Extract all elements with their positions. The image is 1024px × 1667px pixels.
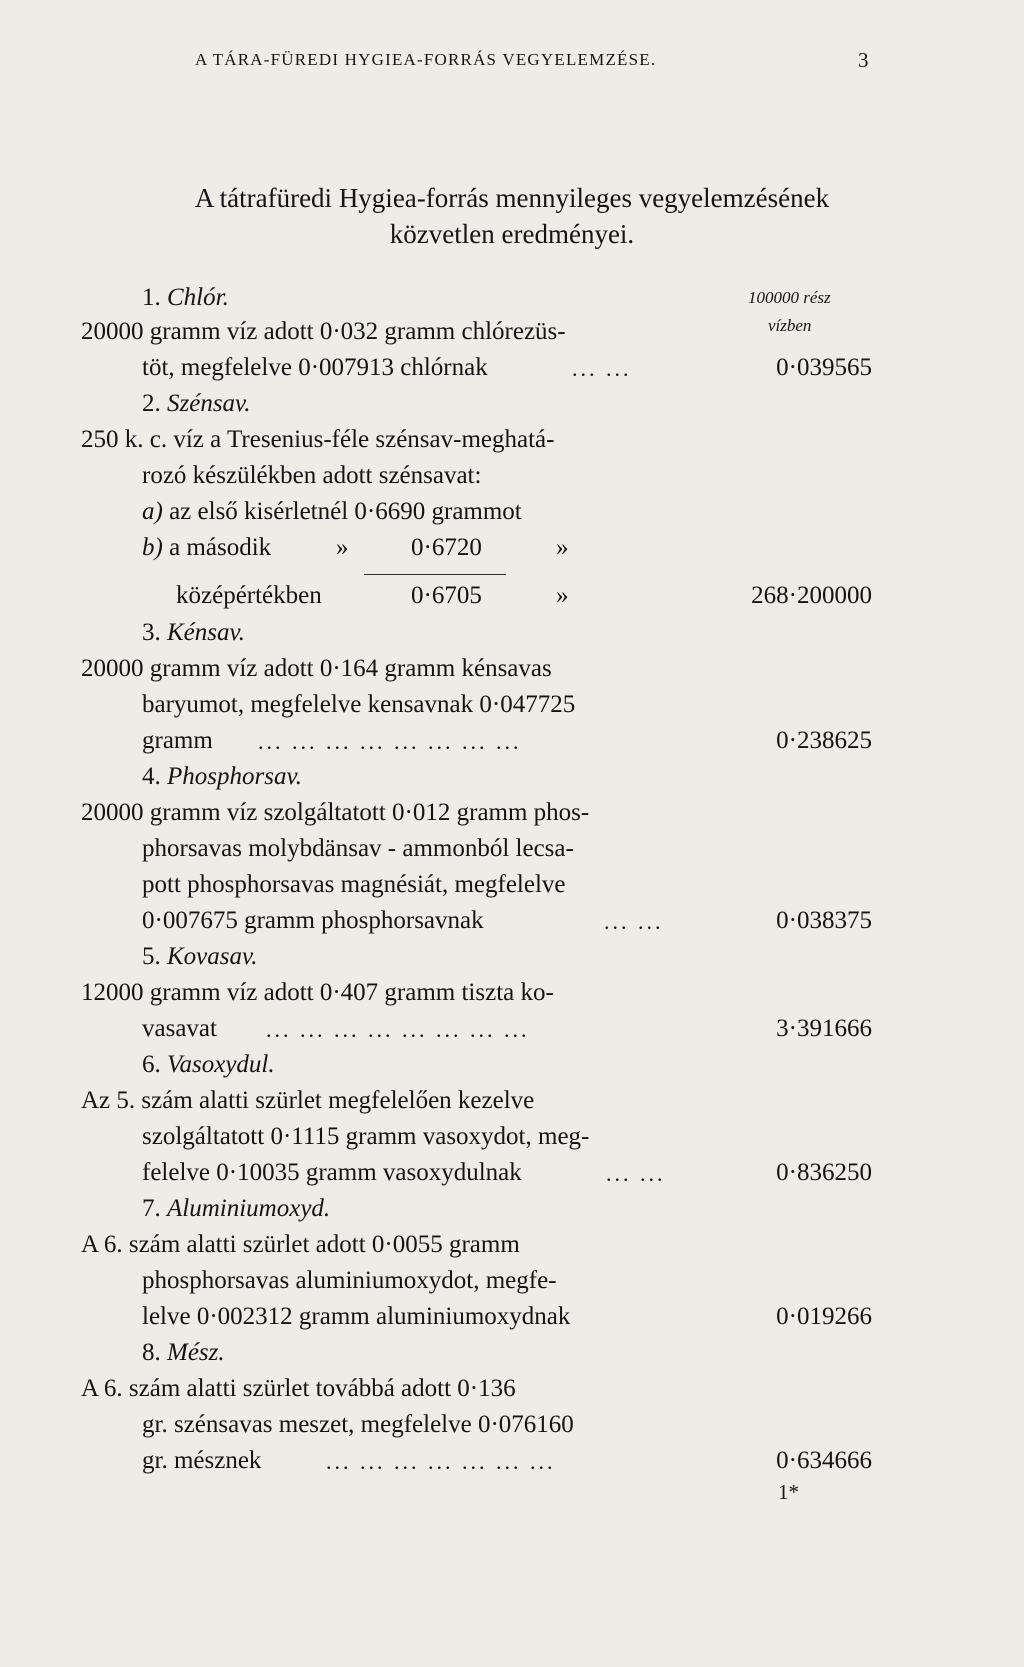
value-aluminiumoxyd: 0·019266 <box>776 1303 872 1330</box>
value-mesz: 0·634666 <box>776 1447 872 1474</box>
text-line: gramm <box>142 727 213 754</box>
text-line: gr. mésznek <box>142 1447 262 1474</box>
section-name: Vasoxydul. <box>167 1051 275 1078</box>
signature-mark: 1* <box>778 1480 799 1504</box>
ditto-mark: » <box>556 582 569 609</box>
text-line: gr. szénsavas meszet, megfelelve 0·076160 <box>142 1411 574 1438</box>
value-chlor: 0·039565 <box>776 354 872 381</box>
text-line: 20000 gramm víz szolgáltatott 0·012 gramm phos- <box>81 799 590 826</box>
section-name: Aluminiumoxyd. <box>167 1195 331 1222</box>
section-number: 3. <box>142 619 161 646</box>
trial-b-label: b) <box>142 534 163 561</box>
section-number: 5. <box>142 943 161 970</box>
trial-a <box>142 498 522 526</box>
section-heading-vasoxydul <box>142 1051 275 1079</box>
section-name: Kovasav. <box>167 943 258 970</box>
text-line: 12000 gramm víz adott 0·407 gramm tiszta ko- <box>81 979 554 1006</box>
text-line: 20000 gramm víz adott 0·164 gramm kénsavas <box>81 655 552 682</box>
section-number: 1. <box>142 284 161 311</box>
column-header-line1: 100000 rész <box>748 288 831 307</box>
value-phosphorsav: 0·038375 <box>776 907 872 934</box>
ditto-mark: » <box>556 534 569 561</box>
section-heading-phosphorsav <box>142 763 302 791</box>
trial-b-value: 0·6720 <box>411 534 482 561</box>
trial-b-text: a második <box>169 534 272 561</box>
section-heading-kensav <box>142 619 245 647</box>
trial-b-label-row <box>142 534 271 562</box>
section-number: 6. <box>142 1051 161 1078</box>
value-kensav: 0·238625 <box>776 727 872 754</box>
section-number: 2. <box>142 390 161 417</box>
page-number: 3 <box>858 48 869 72</box>
page-subtitle: közvetlen eredményei. <box>389 219 635 249</box>
section-number: 8. <box>142 1339 161 1366</box>
ditto-mark: » <box>336 534 349 561</box>
section-heading-chlor <box>142 284 229 312</box>
trial-a-text: az első kisérletnél 0·6690 grammot <box>169 498 522 525</box>
leader-dots: ... ... <box>572 356 632 381</box>
average-value: 0·6705 <box>411 582 482 609</box>
section-name: Chlór. <box>167 284 229 311</box>
text-line: rozó készülékben adott szénsavat: <box>142 462 482 489</box>
average-label: középértékben <box>176 582 322 609</box>
section-heading-szensav <box>142 390 251 418</box>
section-name: Szénsav. <box>167 390 251 417</box>
text-line: lelve 0·002312 gramm aluminiumoxydnak <box>142 1303 571 1330</box>
section-number: 7. <box>142 1195 161 1222</box>
section-number: 4. <box>142 763 161 790</box>
running-header: A TÁRA-FÜREDI HYGIEA-FORRÁS VEGYELEMZÉSE. <box>195 50 657 69</box>
section-name: Kénsav. <box>167 619 245 646</box>
section-heading-kovasav <box>142 943 258 971</box>
text-line: baryumot, megfelelve kensavnak 0·047725 <box>142 691 576 718</box>
leader-dots: ... ... ... ... ... ... ... ... <box>266 1017 530 1042</box>
sum-rule <box>364 574 506 575</box>
text-line: A 6. szám alatti szürlet továbbá adott 0·136 <box>81 1375 516 1402</box>
leader-dots: ... ... <box>606 1161 666 1186</box>
section-name: Mész. <box>167 1339 225 1366</box>
page-title: A tátrafüredi Hygiea-forrás mennyileges vegyelemzésének <box>194 183 830 213</box>
value-vasoxydul: 0·836250 <box>776 1159 872 1186</box>
value-szensav: 268·200000 <box>751 582 872 609</box>
text-line: pott phosphorsavas magnésiát, megfelelve <box>142 871 566 898</box>
value-kovasav: 3·391666 <box>776 1015 872 1042</box>
section-name: Phosphorsav. <box>167 763 302 790</box>
text-line: 20000 gramm víz adott 0·032 gramm chlórezüs- <box>81 318 566 345</box>
text-line: 0·007675 gramm phosphorsavnak <box>142 907 484 934</box>
column-header-line2: vízben <box>768 316 812 335</box>
text-line: szolgáltatott 0·1115 gramm vasoxydot, meg- <box>142 1123 590 1150</box>
text-line: A 6. szám alatti szürlet adott 0·0055 gramm <box>81 1231 520 1258</box>
section-heading-mesz <box>142 1339 225 1367</box>
text-line: felelve 0·10035 gramm vasoxydulnak <box>142 1159 522 1186</box>
text-line: phorsavas molybdänsav - ammonból lecsa- <box>142 835 574 862</box>
text-line: töt, megfelelve 0·007913 chlórnak <box>142 354 488 381</box>
leader-dots: ... ... ... ... ... ... ... ... <box>258 729 522 754</box>
section-heading-aluminiumoxyd <box>142 1195 330 1223</box>
text-line: vasavat <box>142 1015 217 1042</box>
text-line: Az 5. szám alatti szürlet megfelelően kezelve <box>81 1087 535 1114</box>
trial-a-label: a) <box>142 498 163 525</box>
leader-dots: ... ... ... ... ... ... ... <box>326 1449 556 1474</box>
leader-dots: ... ... <box>604 909 664 934</box>
text-line: phosphorsavas aluminiumoxydot, megfe- <box>142 1267 557 1294</box>
text-line: 250 k. c. víz a Tresenius-féle szénsav-meghatá- <box>81 426 555 453</box>
